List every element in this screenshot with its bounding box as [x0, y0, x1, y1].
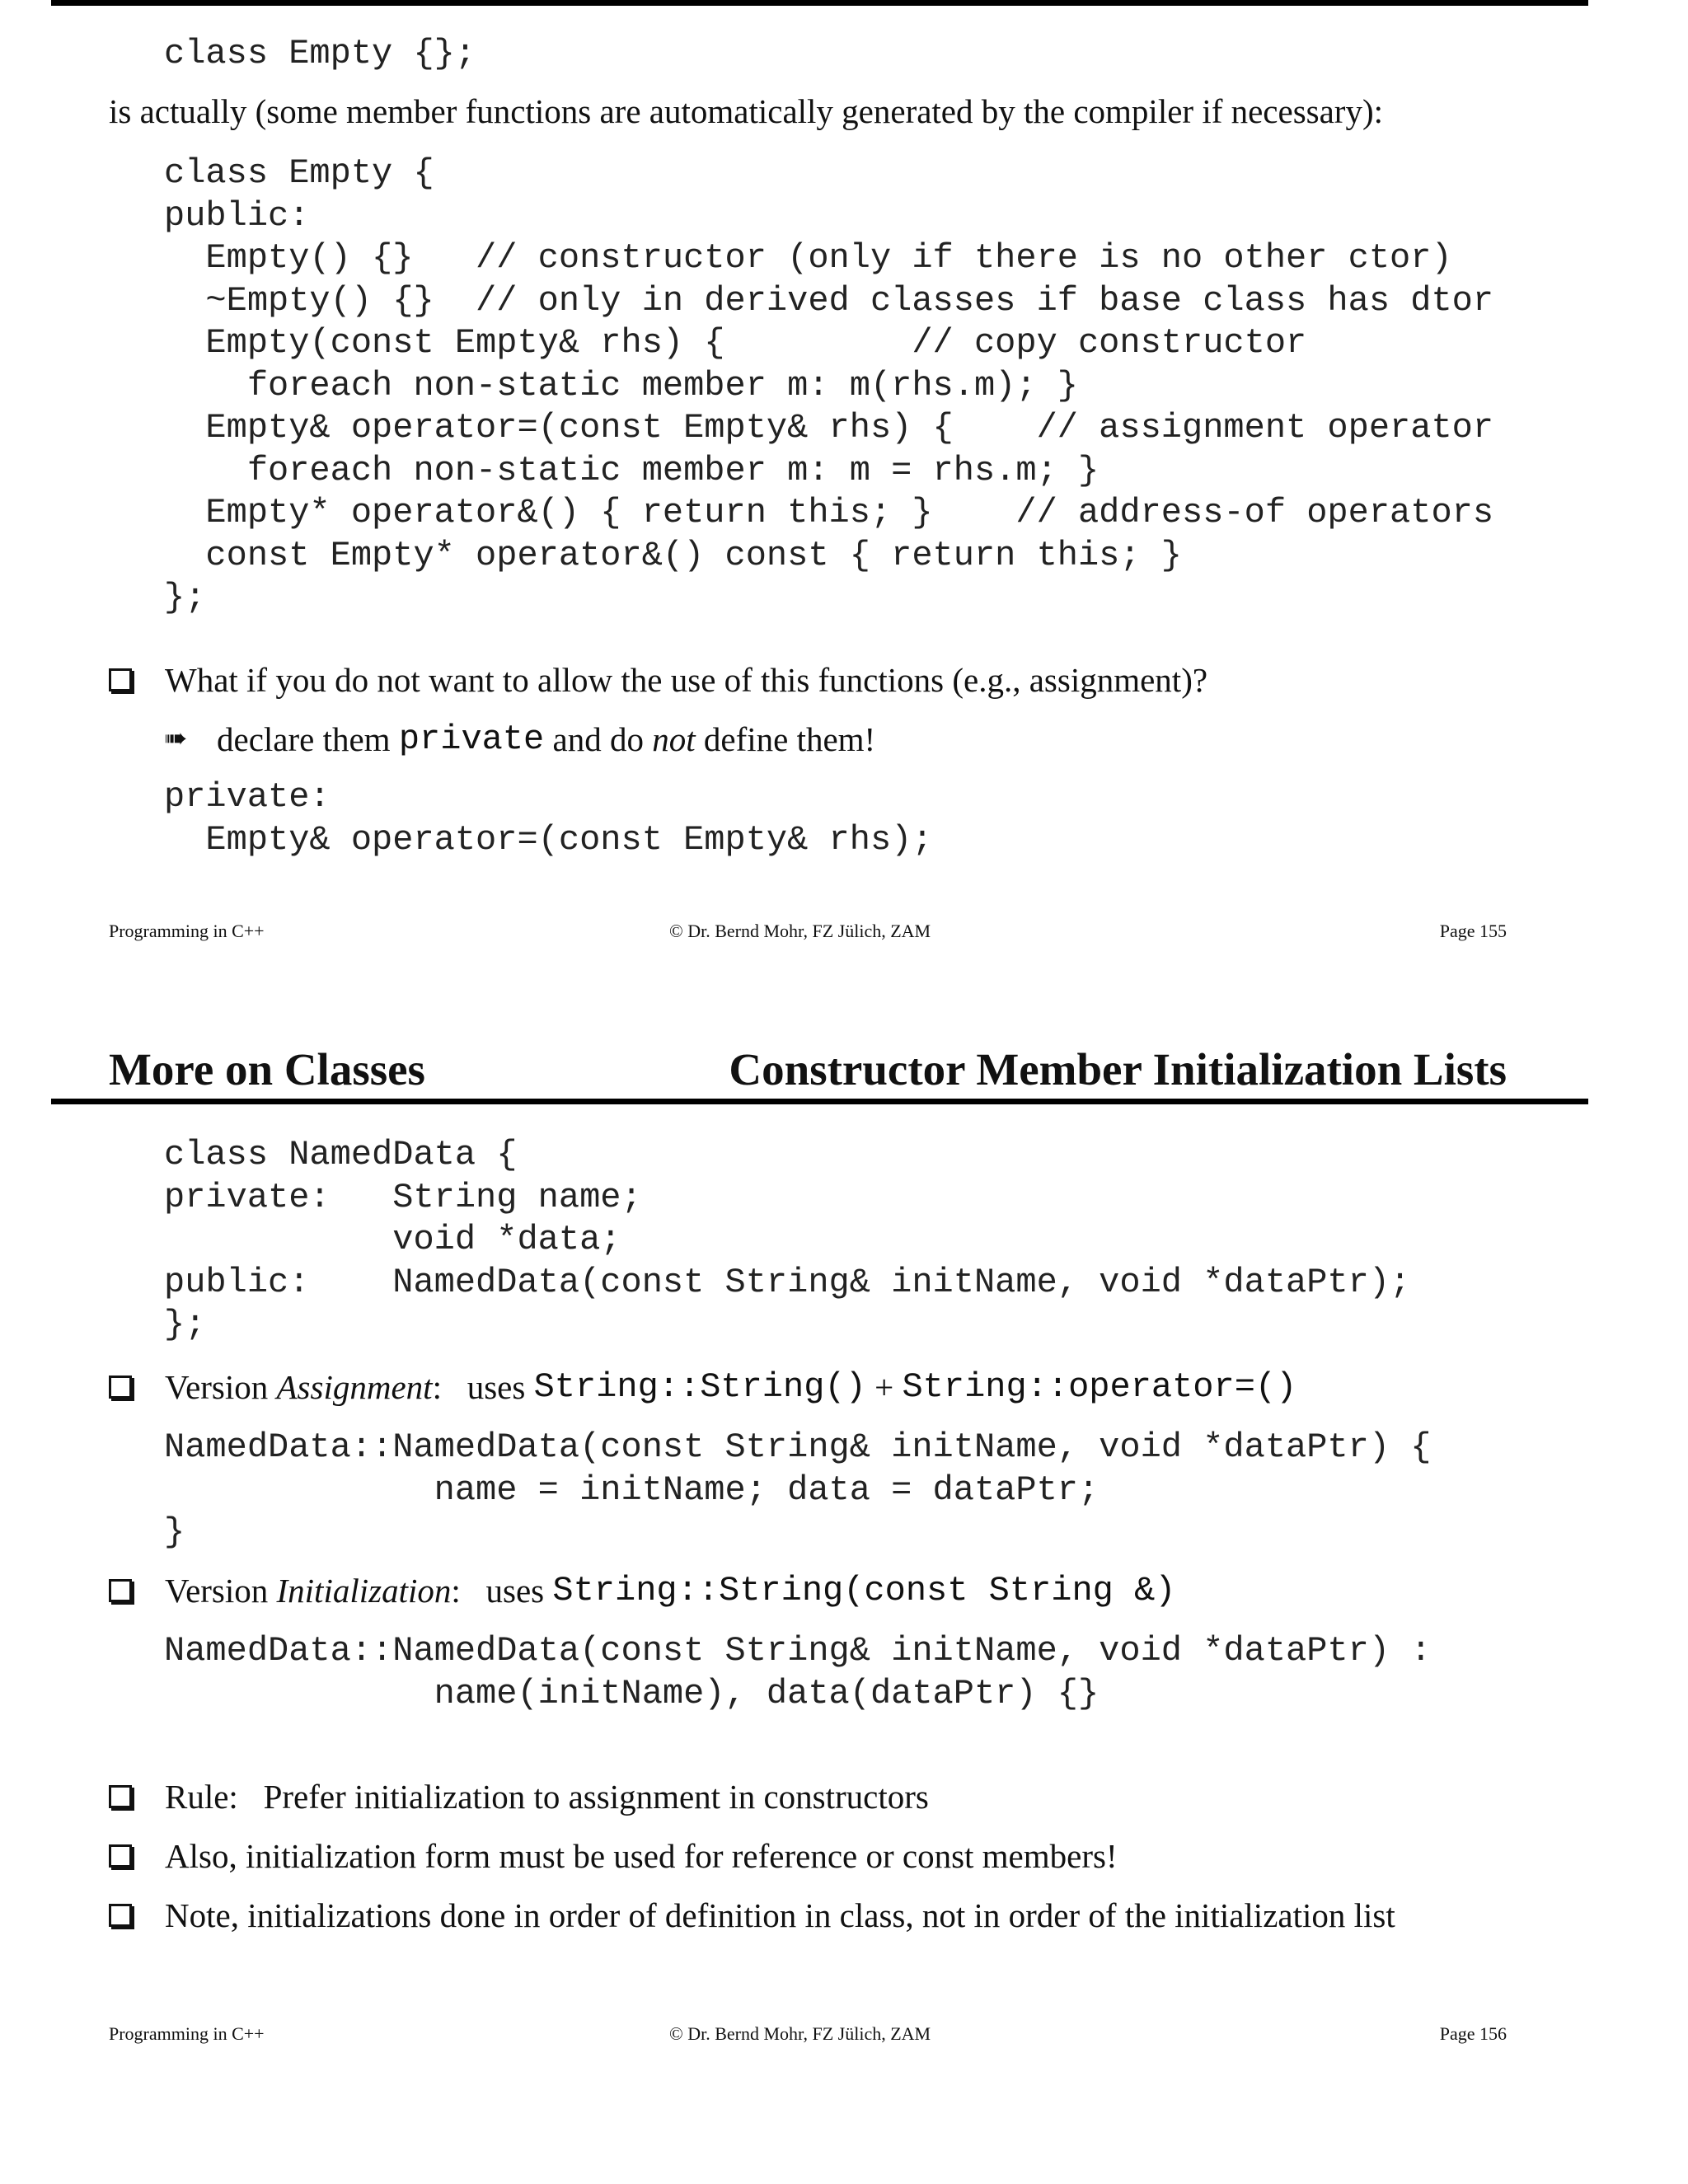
bullet-rule-text: Rule: Prefer initialization to assignment in constructors — [165, 1778, 929, 1816]
page-156 — [0, 964, 1688, 2184]
bullet-rule — [109, 1776, 929, 1817]
code-generated-members: class Empty { public: Empty() {} // constructor (only if there is no other ctor) ~Empty() {} // only in derived classes if base class has dtor Empty(const Empty& rhs) { // copy constructor foreach non-static member m: m(rhs.m); } Empty& operator=(const Empty& rhs) { // assignment operator foreach non-static member m: m = rhs.m; } Empty* operator&() { return this; } // address-of operators const Empty* operator&() const { return this; } }; — [164, 153, 1494, 617]
code-nameddata-class: class NamedData { private: String name; void *data; public: NamedData(const String& initName, void *dataPtr); }; — [164, 1135, 1411, 1344]
bullet-also-text: Also, initialization form must be used for reference or const members! — [165, 1837, 1118, 1875]
code-empty-class: class Empty {}; — [164, 34, 476, 73]
bullet-assign-plus: + — [865, 1368, 903, 1406]
intro-text: is actually (some member functions are automatically generated by the compiler if necessary): — [109, 92, 1384, 130]
bullet-assign-prefix: Version — [165, 1368, 277, 1406]
arrow-right-icon: ➠ — [164, 724, 188, 754]
bullet-question-text: What if you do not want to allow the use of this functions (e.g., assignment)? — [165, 661, 1208, 699]
arrow-prefix: declare them — [217, 720, 399, 758]
bullet-note-text: Note, initializations done in order of definition in class, not in order of the initialization list — [165, 1896, 1395, 1934]
bullet-init-code: String::String(const String &) — [552, 1571, 1176, 1610]
checkbox-bullet-icon — [109, 668, 132, 691]
top-rule — [51, 0, 1588, 6]
bullet-assign-code1: String::String() — [533, 1367, 866, 1407]
title-rule — [51, 1099, 1588, 1104]
bullet-question — [109, 659, 1207, 701]
arrow-point — [164, 719, 875, 760]
footer-right: Page 156 — [1439, 2023, 1507, 2044]
page-title-right: Constructor Member Initialization Lists — [729, 1044, 1507, 1094]
arrow-em: not — [652, 720, 696, 758]
footer-center: © Dr. Bernd Mohr, FZ Jülich, ZAM — [669, 921, 931, 941]
arrow-suffix: define them! — [695, 720, 876, 758]
bullet-init-prefix: Version — [165, 1572, 277, 1610]
footer-center: © Dr. Bernd Mohr, FZ Jülich, ZAM — [669, 2023, 931, 2044]
bullet-init-mid: : uses — [451, 1572, 553, 1610]
bullet-assign-em: Assignment — [276, 1368, 433, 1406]
checkbox-bullet-icon — [109, 1785, 132, 1808]
code-initialization-version: NamedData::NamedData(const String& initName, void *dataPtr) : name(initName), data(dataPtr) {} — [164, 1631, 1432, 1713]
checkbox-bullet-icon — [109, 1844, 132, 1868]
arrow-mid: and do — [544, 720, 653, 758]
arrow-code: private — [398, 719, 545, 759]
code-assignment-version: NamedData::NamedData(const String& initName, void *dataPtr) { name = initName; data = dataPtr; } — [164, 1427, 1432, 1552]
page-155 — [0, 0, 1688, 964]
page-title-left: More on Classes — [109, 1044, 425, 1094]
bullet-assign-mid: : uses — [432, 1368, 534, 1406]
bullet-assign-code2: String::operator=() — [902, 1367, 1297, 1407]
checkbox-bullet-icon — [109, 1579, 132, 1602]
bullet-version-initialization — [109, 1570, 1176, 1611]
bullet-version-assignment — [109, 1366, 1296, 1408]
bullet-note — [109, 1895, 1395, 1936]
code-private-assignment: private: Empty& operator=(const Empty& rhs); — [164, 777, 933, 860]
bullet-init-em: Initialization — [276, 1572, 452, 1610]
checkbox-bullet-icon — [109, 1904, 132, 1927]
checkbox-bullet-icon — [109, 1376, 132, 1399]
footer-left: Programming in C++ — [109, 2023, 265, 2044]
footer-left: Programming in C++ — [109, 921, 265, 941]
footer-right: Page 155 — [1439, 921, 1507, 941]
bullet-also — [109, 1835, 1118, 1877]
